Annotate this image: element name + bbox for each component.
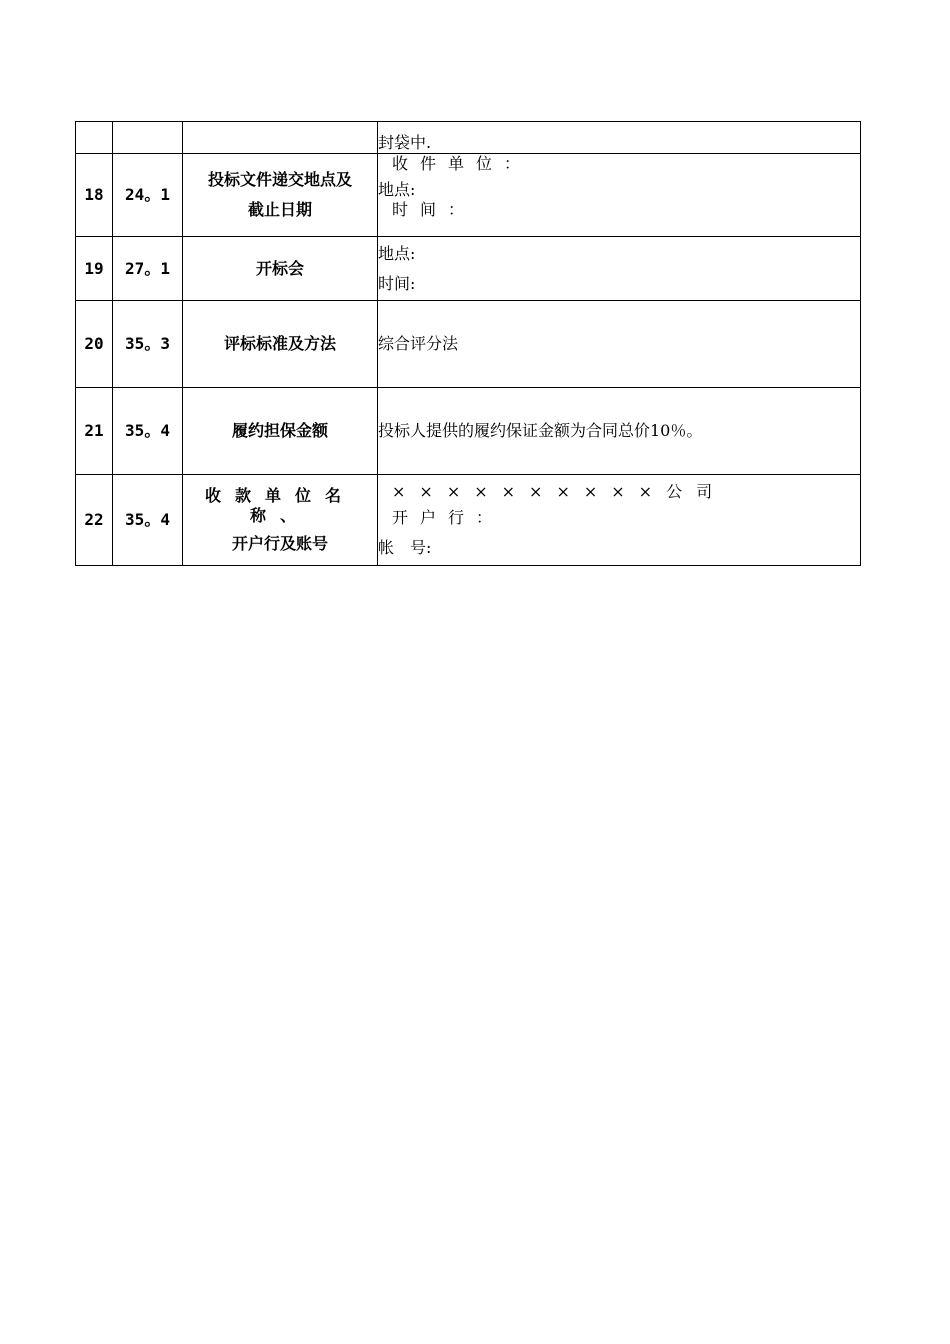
table-row: [76, 122, 861, 154]
item-line: 投标文件递交地点及: [207, 170, 352, 189]
item-line: 开户行及账号: [231, 534, 328, 553]
content-cell: [378, 154, 861, 237]
clause-cell: 35。4: [113, 388, 183, 475]
row-number-cell: 20: [76, 301, 113, 388]
content-line: 地点:: [378, 180, 416, 199]
item-line: 称、: [249, 506, 310, 525]
row-number-cell: [76, 122, 113, 154]
content-line: ××××××××××公司: [392, 482, 727, 501]
item-line: 履约担保金额: [231, 421, 328, 440]
table-row: [76, 388, 861, 475]
content-line: 封袋中.: [378, 133, 432, 152]
content-line: 时间：: [392, 200, 477, 219]
content-line: 投标人提供的履约保证金额为合同总价10％。: [378, 421, 703, 440]
clause-cell: 27。1: [113, 237, 183, 301]
item-line: 截止日期: [247, 200, 312, 219]
row-number-cell: 22: [76, 475, 113, 566]
content-cell: [378, 475, 861, 566]
content-line: 收件单位：: [392, 154, 533, 173]
item-line: 收款单位名: [204, 486, 355, 505]
content-line: 地点:: [378, 243, 416, 263]
item-cell: [183, 388, 378, 475]
tender-info-table: [75, 121, 861, 566]
content-cell: [378, 237, 861, 301]
row-number-cell: 19: [76, 237, 113, 301]
item-cell: [183, 122, 378, 154]
content-cell: [378, 388, 861, 475]
table-row: [76, 301, 861, 388]
item-cell: [183, 154, 378, 237]
clause-cell: 35。4: [113, 475, 183, 566]
table-row: [76, 475, 861, 566]
clause-cell: [113, 122, 183, 154]
row-number-cell: 21: [76, 388, 113, 475]
content-cell: [378, 122, 861, 154]
item-line: 开标会: [255, 258, 304, 278]
content-line: 时间:: [378, 273, 416, 293]
item-cell: [183, 301, 378, 388]
table-row: [76, 154, 861, 237]
content-line: 开户行：: [392, 508, 505, 527]
item-cell: [183, 475, 378, 566]
content-line: 综合评分法: [378, 334, 459, 353]
clause-cell: 24。1: [113, 154, 183, 237]
content-cell: [378, 301, 861, 388]
item-line: 评标标准及方法: [223, 334, 336, 353]
row-number-cell: 18: [76, 154, 113, 237]
table-row: [76, 237, 861, 301]
content-line: 帐 号:: [378, 538, 432, 557]
item-cell: [183, 237, 378, 301]
clause-cell: 35。3: [113, 301, 183, 388]
